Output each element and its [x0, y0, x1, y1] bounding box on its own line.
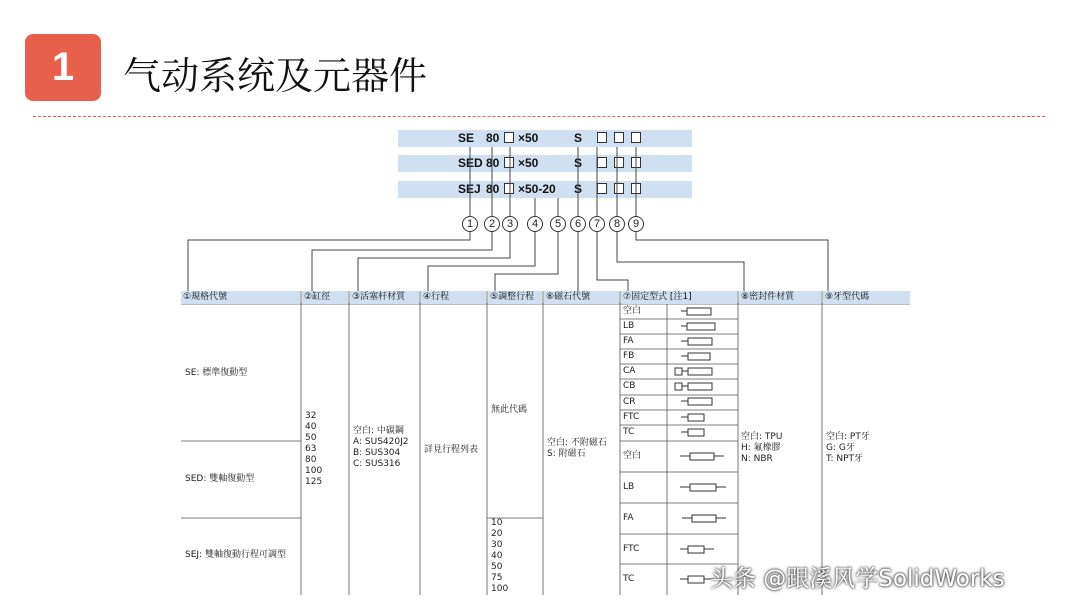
circled-number: 1: [462, 216, 478, 232]
cylinder-icon: [681, 353, 710, 360]
code-size: 80: [486, 156, 500, 170]
cylinder-icon: [681, 429, 704, 436]
code-stroke: ×50: [518, 131, 539, 145]
adjust-none: 無此代碼: [491, 405, 528, 415]
header-seal: ⑧密封件材質: [739, 291, 821, 304]
stroke-note: 詳見行程列表: [424, 445, 479, 455]
header-magnet: ⑥磁石代號: [544, 291, 619, 304]
circled-number: 6: [570, 216, 586, 232]
code-prefix: SED: [458, 156, 483, 170]
header-bore: ②缸徑: [302, 291, 348, 304]
cylinder-icon: [675, 368, 712, 375]
code-size: 80: [486, 131, 500, 145]
circled-number: 3: [502, 216, 518, 232]
header-thread: ⑨牙型代碼: [823, 291, 910, 304]
mount-code: TC: [623, 427, 635, 437]
watermark: 头条 @跟溪风学SolidWorks: [710, 566, 1005, 592]
header-mount: ⑦固定型式 [注1]: [621, 291, 737, 304]
code-s: S: [574, 131, 583, 145]
header-adjust: ⑤調整行程: [488, 291, 542, 304]
adjust-list: 10 20 30 40 50 75 100: [491, 518, 509, 594]
spec-sed: SED: 雙軸復動型: [185, 474, 255, 484]
seal-material: 空白: TPU H: 氟橡膠 N: NBR: [741, 432, 783, 464]
header-spec: ①規格代號: [181, 291, 300, 304]
mount-code: LB: [623, 321, 635, 331]
code-stroke: ×50: [518, 156, 539, 170]
circled-number: 5: [550, 216, 566, 232]
mount-code: 空白: [623, 451, 642, 461]
mount-code: FTC: [623, 544, 640, 554]
mount-code: 空白: [623, 306, 642, 316]
cylinder-icon: [680, 484, 726, 491]
mount-code: TC: [623, 574, 635, 584]
header-rod: ③活塞杆材質: [350, 291, 419, 304]
circled-number: 4: [527, 216, 543, 232]
section-badge: 1: [25, 34, 101, 101]
circled-number: 2: [484, 216, 500, 232]
cylinder-icon: [681, 323, 715, 330]
header-stroke: ④行程: [421, 291, 486, 304]
mount-code: CB: [623, 381, 636, 391]
code-size: 80: [486, 182, 500, 196]
code-prefix: SE: [458, 131, 475, 145]
cylinder-icon: [680, 576, 714, 583]
mount-code: FTC: [623, 412, 640, 422]
slide-title: 气动系统及元器件: [123, 54, 428, 98]
spec-se: SE: 標準復動型: [185, 368, 248, 378]
code-s: S: [574, 156, 583, 170]
mount-code: CA: [623, 366, 636, 376]
mount-code: FA: [623, 336, 634, 346]
magnet-code: 空白: 不附磁石 S: 附磁石: [547, 438, 607, 459]
mount-code: FA: [623, 513, 634, 523]
spec-sej: SEJ: 雙軸復動行程可調型: [185, 550, 286, 560]
cylinder-icon: [681, 308, 711, 315]
circled-number: 8: [609, 216, 625, 232]
code-stroke: ×50-20: [518, 182, 556, 196]
cylinder-icon: [680, 453, 724, 460]
thread-code: 空白: PT牙 G: G牙 T: NPT牙: [826, 432, 870, 464]
cylinder-icon: [681, 338, 712, 345]
cylinder-icon: [682, 515, 726, 522]
bore-values: 32 40 50 63 80 100 125: [305, 411, 323, 487]
mount-code: LB: [623, 482, 635, 492]
code-prefix: SEJ: [458, 182, 481, 196]
cylinder-icon: [681, 414, 704, 421]
cylinder-icon: [680, 546, 714, 553]
mount-code: CR: [623, 397, 636, 407]
rod-material: 空白: 中碳鋼 A: SUS420J2 B: SUS304 C: SUS316: [353, 426, 409, 469]
cylinder-icon: [681, 398, 712, 405]
circled-number: 9: [628, 216, 644, 232]
mount-code: FB: [623, 351, 635, 361]
cylinder-icon: [675, 383, 712, 390]
circled-number: 7: [589, 216, 605, 232]
code-s: S: [574, 182, 583, 196]
